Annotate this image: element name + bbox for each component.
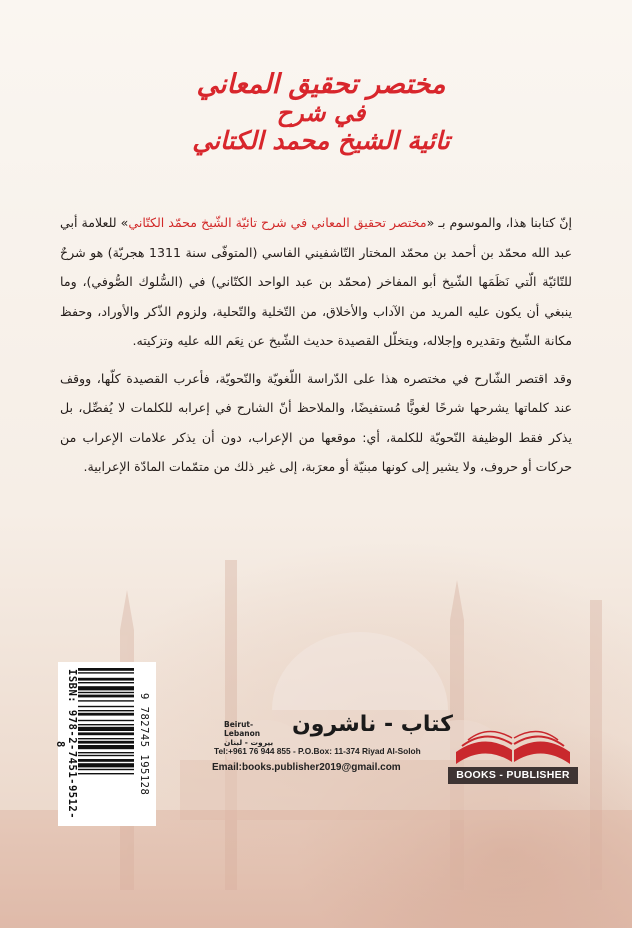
publisher-phone: Tel:+961 76 944 855 - P.O.Box: 11-374 Riyad Al-Soloh	[214, 746, 421, 756]
barcode-bar	[78, 682, 134, 683]
publisher-name-arabic: كتاب - ناشرون	[292, 712, 453, 737]
barcode-bar	[78, 752, 134, 753]
barcode-bar	[78, 763, 134, 767]
title-line-3: تائية الشيخ محمد الكتاني	[192, 126, 450, 156]
isbn-barcode	[54, 662, 156, 826]
barcode-bar	[78, 738, 134, 739]
publisher-logo	[448, 722, 578, 784]
barcode-digits: 9 782745 195128	[138, 692, 150, 796]
barcode-bar	[78, 720, 134, 721]
book-title	[176, 70, 466, 155]
barcode-bar	[78, 700, 134, 701]
isbn-label: ISBN: 978-2-7451-9512-8	[54, 668, 78, 820]
barcode-bar	[78, 695, 134, 698]
barcode-bar	[78, 672, 134, 673]
barcode-bar	[78, 668, 134, 671]
barcode-bar	[78, 678, 134, 681]
description-text	[60, 208, 572, 482]
open-book-icon	[448, 722, 578, 766]
highlighted-book-title: مختصر تحقيق المعاني في شرح تائيّة الشّيخ محمّد الكتّاني	[128, 215, 427, 230]
logo-label: BOOKS - PUBLISHER	[448, 767, 578, 784]
barcode-bar	[78, 727, 134, 731]
barcode-bar	[78, 686, 134, 690]
barcode-bar	[78, 706, 134, 707]
publisher-email: Email:books.publisher2019@gmail.com	[212, 762, 401, 773]
barcode-bar	[78, 769, 134, 770]
address-english: Beirut-Lebanon	[224, 720, 261, 738]
barcode-bar	[78, 773, 134, 774]
barcode-bar	[78, 741, 134, 744]
barcode-bar	[78, 755, 134, 756]
barcode-bar	[78, 713, 134, 716]
barcode-bar	[78, 759, 134, 762]
address-arabic: بيروت - لبنان	[224, 738, 274, 747]
description-paragraph-1: إنّ كتابنا هذا، والموسوم بـ «مختصر تحقيق المعاني في شرح تائيّة الشّيخ محمّد الكتّاني» للعلامة أبي عبد الله محمّد بن أحمد بن محمّد المختار التّاشفيني الفاسي (المتوفّى سنة 1311 هجريّة) هو شرحٌ للتّائيّة الّتي نَظَمَها الشّيخ أبو المفاخر (محمّد بن عبد الواحد الكتّاني) في (السُّلوك الصُّوفي)، وما ينبغي أن يكون عليه المريد من الآداب والأخلاق، من التّخلية والتّحلية، ولزوم الذّكر والأوراد، وحفظ مكانة الشّيخ وتقديره وإجلاله، ويتخلّل القصيدة حديث الشّيخ عن نِعَم الله عليه وتزكيته.	[60, 215, 573, 348]
publisher-address	[224, 720, 288, 747]
barcode-bar	[78, 724, 134, 725]
barcode-bar	[78, 710, 134, 711]
barcode-bars	[78, 668, 134, 820]
title-line-2: في شرح	[276, 98, 366, 128]
barcode-bar	[78, 692, 134, 693]
barcode-bar	[78, 745, 134, 749]
barcode-bar	[78, 732, 134, 735]
title-line-1: مختصر تحقيق المعاني	[196, 69, 446, 100]
description-paragraph-2: وقد اقتصر الشّارح في مختصره هذا على الدّراسة اللّغويّة والنّحويّة، فأعرب القصيدة كلّها، ووقف عند كلماتها يشرحها شرحًا لغويًّا مُستفيضًا، والملاحظ أنّ الشارح في إعرابه للكلمات لا يُفصِّل، بل يذكر فقط الوظيفة النّحويّة للكلمة، أي: موقعها من الإعراب، دون أن يذكر علامات الإعراب من حركات أو حروف، ولا يشير إلى كونها مبنيّة أو معرَبة، إلى غير ذلك من متمّمات المادّة الإعرابية.	[60, 370, 572, 474]
